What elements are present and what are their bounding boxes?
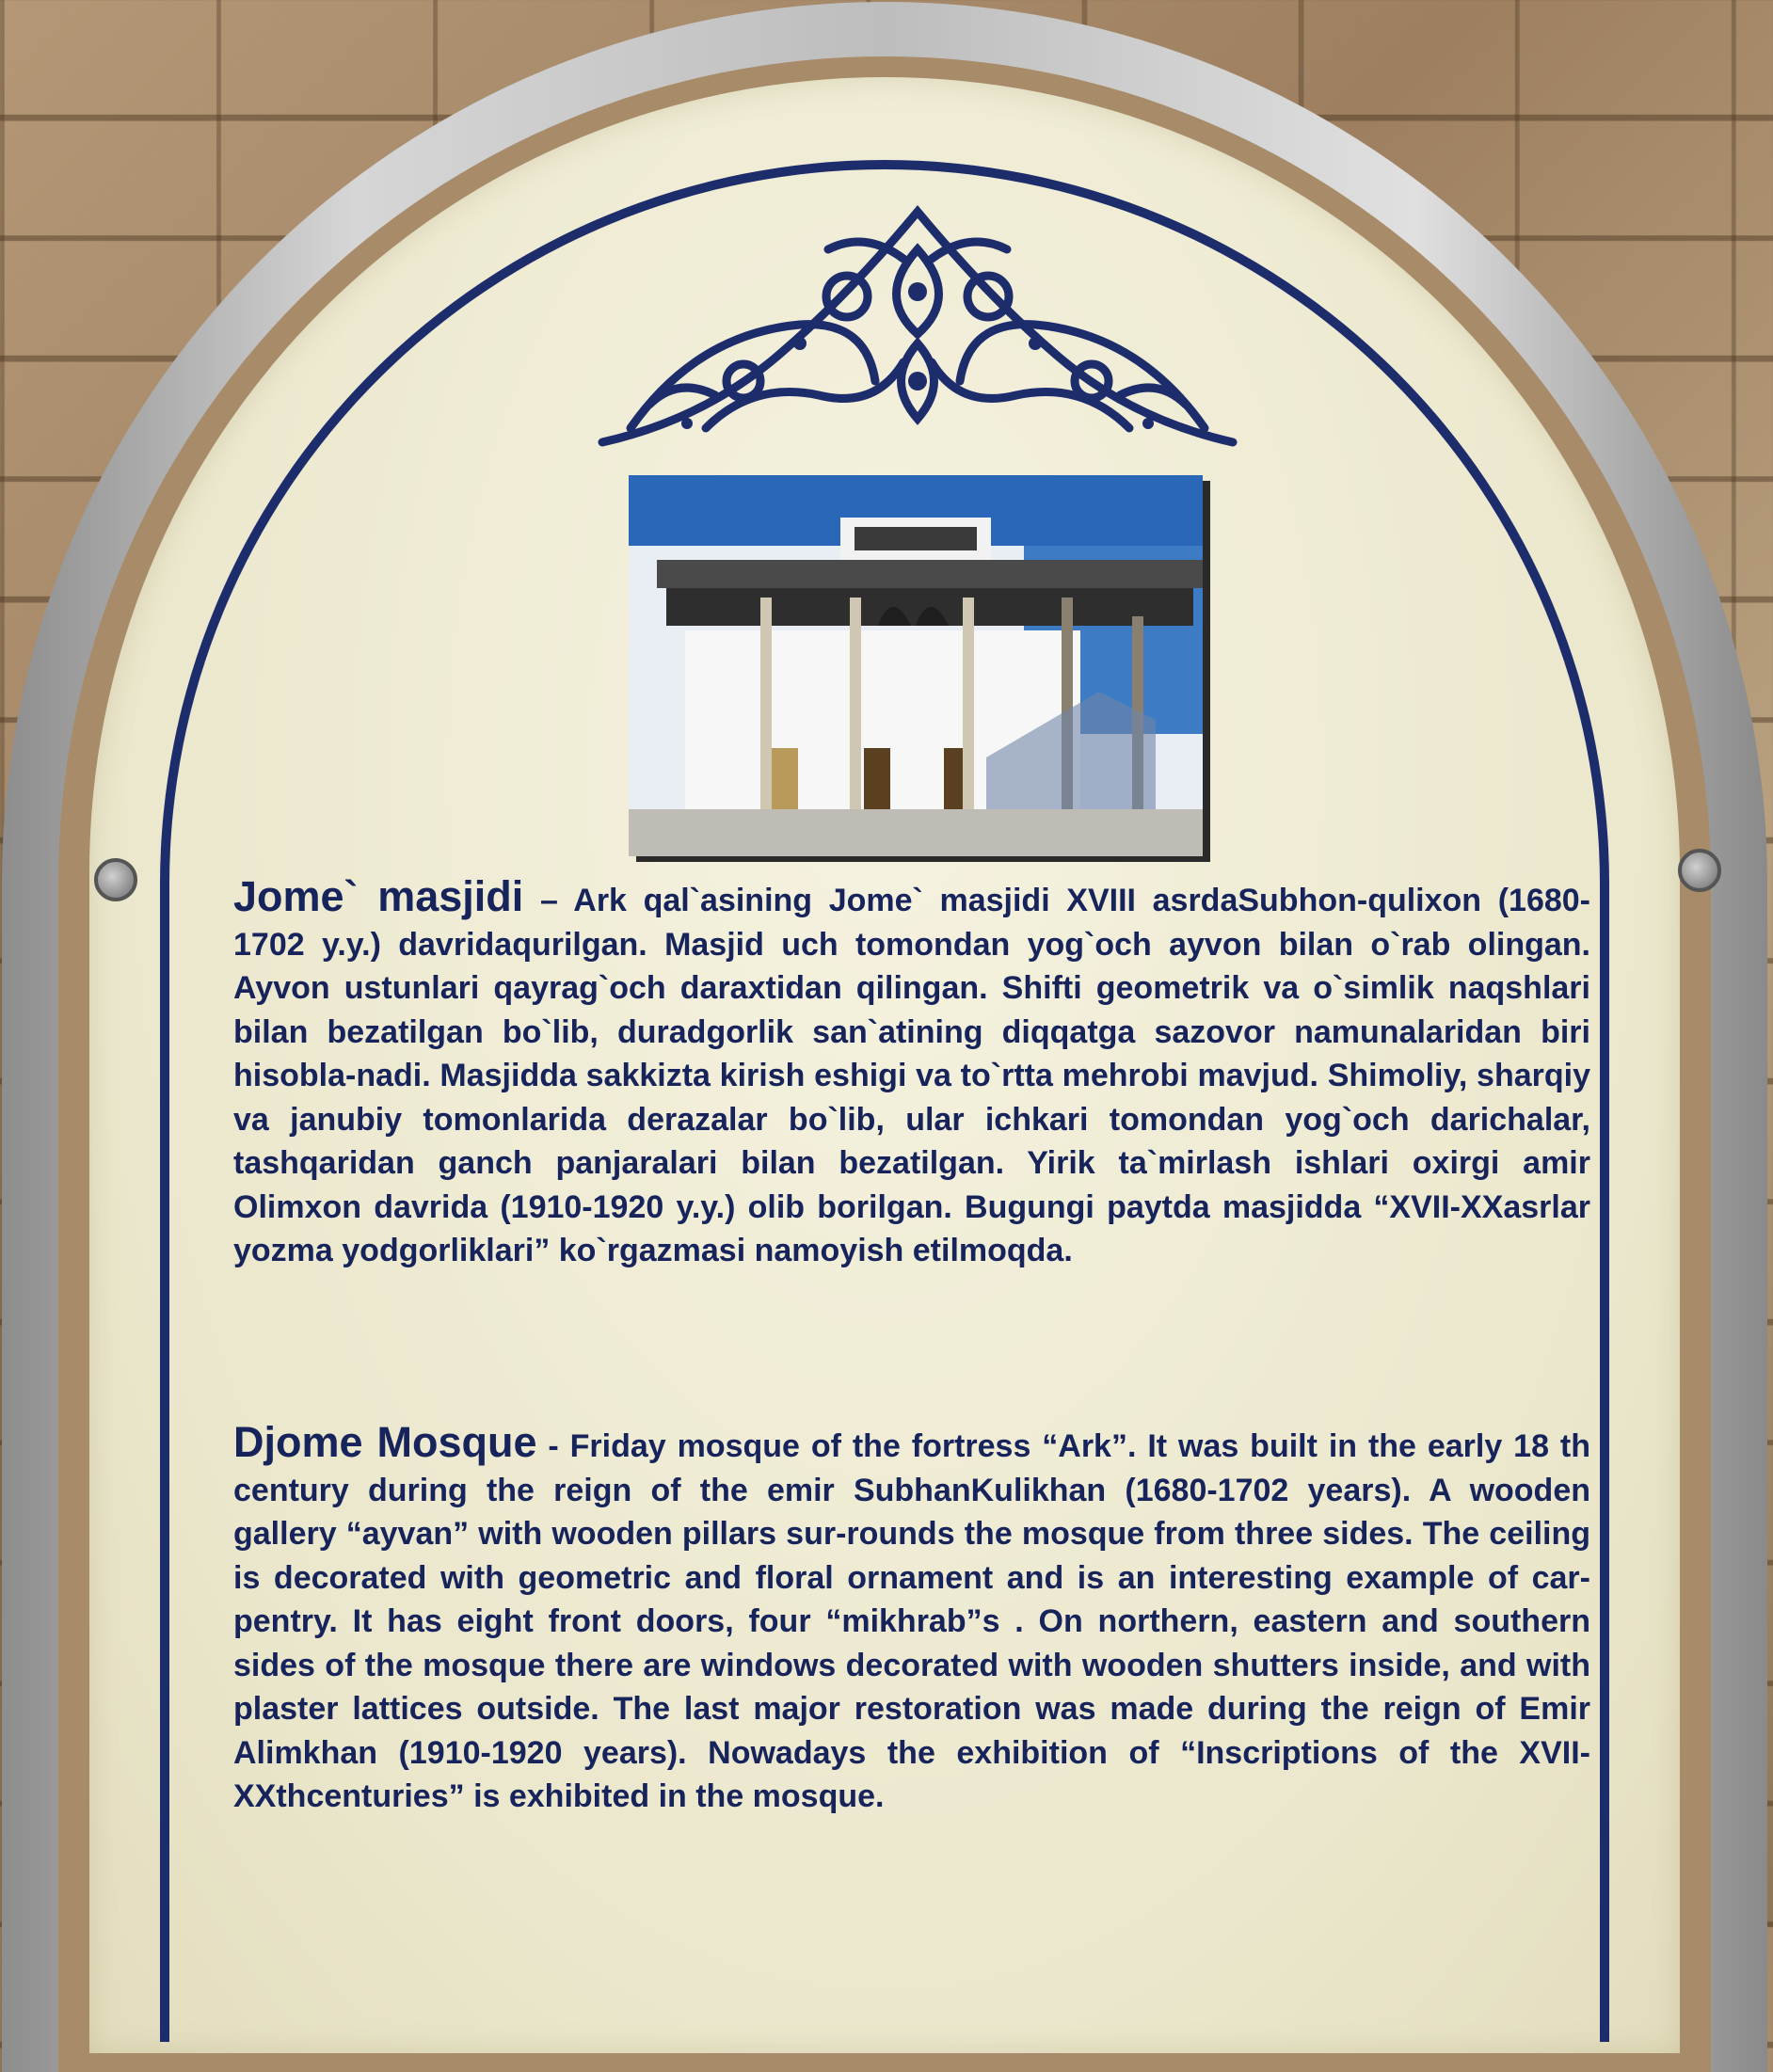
en-body: - Friday mosque of the fortress “Ark”. It was built in the early 18 th century during the reign of the emir SubhanKulikhan (1680-1702 years). A wooden gallery “ayvan” with wooden pillars sur-rounds the mosque from three sides. The ceiling is decorated with geometric and floral ornament and is an interesting example of car-pentry. It has eight front doors, four “mikhrab”s . On northern, eastern and southern sides of the mosque there are windows decorated with wooden shutters inside, and with plaster lattices outside. The last major restoration was made during the reign of Emir Alimkhan (1910-1920 years). Nowadays the exhibition of “Inscriptions of the XVII-XXthcenturies” is exhibited in the mosque.	[233, 1428, 1590, 1814]
mosque-photo	[629, 475, 1203, 856]
english-description	[233, 1418, 1590, 1819]
en-title: Djome Mosque	[233, 1418, 537, 1466]
bolt-icon	[94, 858, 137, 901]
uz-title: Jome` masjidi	[233, 872, 524, 920]
ornament-icon	[593, 193, 1242, 456]
uz-body: – Ark qal`asining Jome` masjidi XVIII asrdaSubhon-qulixon (1680-1702 y.y.) davridaqurilgan. Masjid uch tomondan yog`och ayvon bilan o`rab olingan. Ayvon ustunlari qayrag`och daraxtidan qilingan. Shifti geometrik va o`simlik naqshlari bilan bezatilgan bo`lib, duradgorlik san`atining diqqatga sazovor namunalaridan biri hisobla-nadi. Masjidda sakkizta kirish eshigi va to`rtta mehrobi mavjud. Shimoliy, sharqiy va janubiy tomonlarida derazalar bo`lib, ular ichkari tomondan yog`och darichalar, tashqaridan ganch panjaralari bilan bezatilgan. Yirik ta`mirlash ishlari oxirgi amir Olimxon davrida (1910-1920 y.y.) olib borilgan. Bugungi paytda masjidda “XVII-XXasrlar yozma yodgorliklari” ko`rgazmasi namoyish etilmoqda.	[233, 883, 1591, 1268]
bolt-icon	[1678, 849, 1721, 892]
uzbek-description	[233, 872, 1591, 1273]
